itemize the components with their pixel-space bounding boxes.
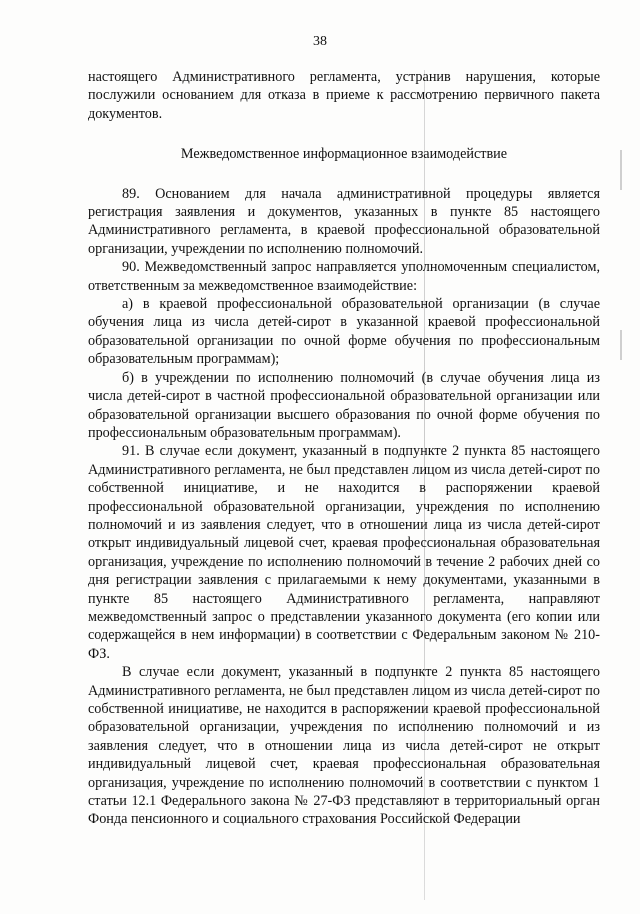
paragraph-91-second: В случае если документ, указанный в подпункте 2 пункта 85 настоящего Административного регламента, не был представлен лицом из числа детей-сирот по собственной инициативе, не находится в распоряжении краевой профессиональной образовательной организации, учреждения по исполнению полномочий и из заявления следует, что в отношении лица из числа детей-сирот не открыт индивидуальный лицевой счет, краевая профессиональная образовательная организация, учреждение по исполнению полномочий в соответствии с пунктом 1 статьи 12.1 Федерального закона № 27-ФЗ представляют в территориальный орган Фонда пенсионного и социального страхования Российской Федерации	[88, 664, 600, 828]
paragraph-90-a: а) в краевой профессиональной образовательной организации (в случае обучения лица из числа детей-сирот в указанной краевой профессиональной образовательной организации по очной форме обучения по профессиональным образовательным программам);	[88, 296, 600, 368]
paragraph-90-b: б) в учреждении по исполнению полномочий (в случае обучения лица из числа детей-сирот в частной профессиональной образовательной организации или образовательной организации высшего образования по очной форме обучения по профессиональным образовательным программам).	[88, 369, 600, 441]
section-heading: Межведомственное информационное взаимодействие	[180, 146, 508, 163]
paragraph-continuation: настоящего Административного регламента, устранив нарушения, которые послужили основанием для отказа в приеме к рассмотрению первичного пакета документов.	[88, 69, 600, 122]
paragraph-89: 89. Основанием для начала административной процедуры является регистрация заявления и документов, указанных в пункте 85 настоящего Административного регламента, в краевой профессиональной образовательной организации, учреждении по исполнению полномочий.	[88, 185, 600, 257]
document-body	[88, 68, 600, 829]
page-number: 38	[313, 34, 327, 49]
paragraph-90: 90. Межведомственный запрос направляется уполномоченным специалистом, ответственным за межведомственное взаимодействие:	[88, 259, 600, 294]
scan-margin-mark	[620, 150, 622, 190]
paragraph-91: 91. В случае если документ, указанный в подпункте 2 пункта 85 настоящего Административного регламента, не был представлен лицом из числа детей-сирот по собственной инициативе, и не находится в распоряжении краевой профессиональной образовательной организации, учреждения по исполнению полномочий и из заявления следует, что в отношении лица из числа детей-сирот открыт индивидуальный лицевой счет, краевая профессиональная образовательная организация, учреждение по исполнению полномочий в течение 2 рабочих дней со дня регистрации заявления с прилагаемыми к нему документами, указанными в пункте 85 настоящего Административного регламента, направляют межведомственный запрос о представлении указанного документа (его копии или содержащейся в нем информации) в соответствии с Федеральным законом № 210-ФЗ.	[88, 443, 600, 662]
scan-margin-mark	[620, 330, 622, 360]
